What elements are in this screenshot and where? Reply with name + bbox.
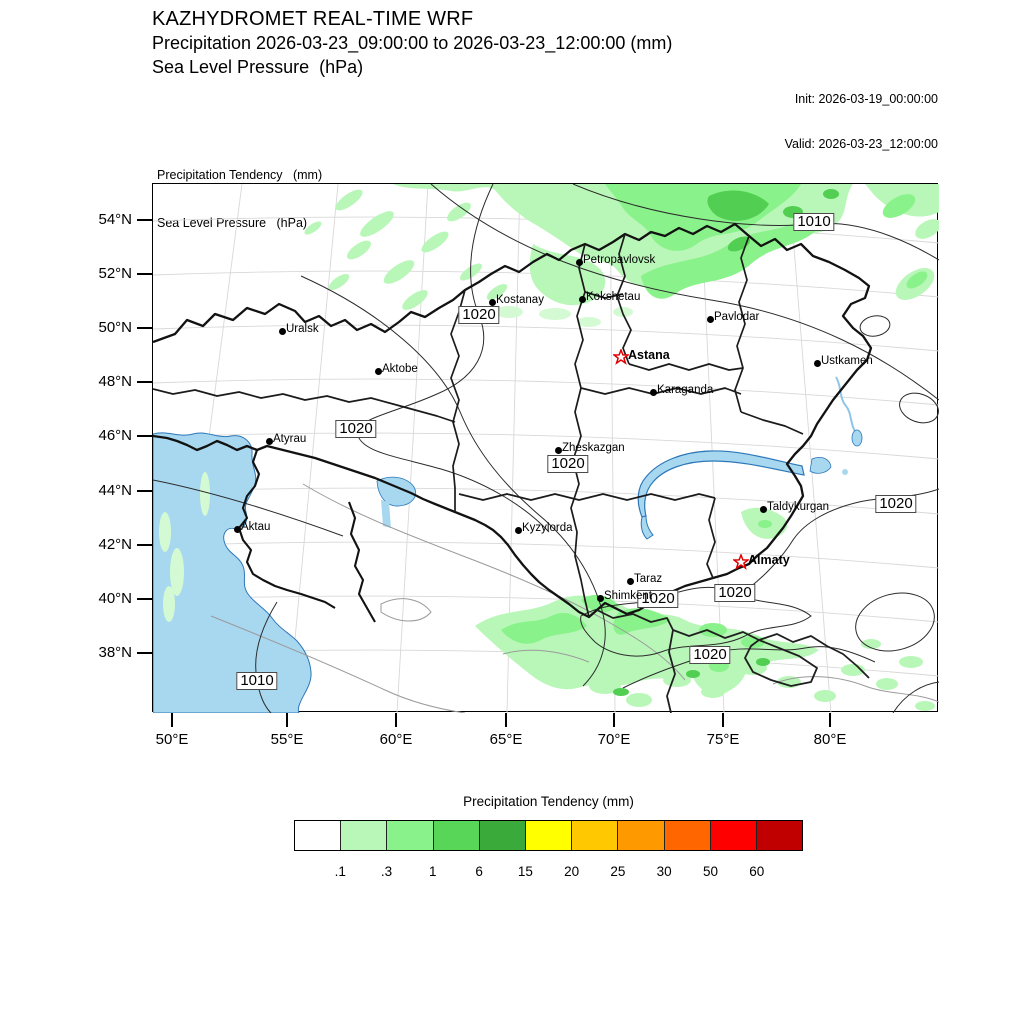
colorbar-tick-label: 60 — [749, 864, 765, 879]
y-tick-label: 46°N — [98, 427, 132, 444]
y-tick — [137, 327, 152, 329]
x-tick — [613, 713, 615, 727]
y-tick — [137, 219, 152, 221]
map-art — [153, 184, 939, 713]
city-label: Ustkamen — [821, 355, 873, 367]
balkhash-east — [810, 457, 831, 473]
city-label: Atyrau — [273, 433, 307, 445]
colorbar-tick-label: .1 — [334, 864, 346, 879]
city-dot-icon — [555, 447, 562, 454]
city-label: Aktau — [241, 521, 271, 533]
valid-time: Valid: 2026-03-23_12:00:00 — [784, 137, 938, 151]
colorbar-cell — [480, 821, 526, 850]
lake-zaysan — [852, 430, 862, 446]
page-title: KAZHYDROMET REAL-TIME WRF — [152, 8, 474, 30]
city-dot-icon — [234, 526, 241, 533]
y-tick-label: 38°N — [98, 644, 132, 661]
colorbar-tick-label: 6 — [475, 864, 483, 879]
city-label: Karaganda — [657, 384, 714, 396]
city-dot-icon — [266, 438, 273, 445]
pressure-label-1020: 1020 — [637, 590, 678, 608]
colorbar-cell — [387, 821, 433, 850]
city-label: Taldykurgan — [767, 501, 830, 513]
colorbar-title: Precipitation Tendency (mm) — [463, 794, 634, 809]
y-tick — [137, 652, 152, 654]
x-tick — [171, 713, 173, 727]
city-label: Uralsk — [286, 323, 319, 335]
small-lake — [842, 469, 848, 475]
city-dot-icon — [814, 360, 821, 367]
colorbar-cell — [711, 821, 757, 850]
x-tick-label: 65°E — [489, 731, 523, 748]
colorbar — [294, 820, 803, 851]
colorbar-tick-label: 25 — [610, 864, 626, 879]
pressure-label-1010: 1010 — [236, 672, 277, 690]
city-label: Shimkent — [604, 590, 652, 602]
y-tick-label: 44°N — [98, 482, 132, 499]
y-tick — [137, 490, 152, 492]
capital-star-icon — [613, 349, 629, 365]
city-label: Zheskazgan — [562, 442, 625, 454]
colorbar-tick-label: 50 — [702, 864, 718, 879]
subtitle-pressure: Sea Level Pressure (hPa) — [152, 57, 364, 77]
colorbar-cell — [757, 821, 802, 850]
x-tick — [722, 713, 724, 727]
colorbar-tick-label: .3 — [380, 864, 393, 879]
pressure-label-1020: 1020 — [547, 455, 588, 473]
y-tick-label: 48°N — [98, 373, 132, 390]
city-dot-icon — [515, 527, 522, 534]
city-dot-icon — [576, 259, 583, 266]
colorbar-cell — [434, 821, 480, 850]
y-tick — [137, 273, 152, 275]
city-label: Kostanay — [496, 294, 544, 306]
x-tick-label: 80°E — [813, 731, 847, 748]
colorbar-tick-label: 30 — [656, 864, 672, 879]
city-label: Kyzylorda — [522, 522, 573, 534]
y-tick-label: 50°N — [98, 319, 132, 336]
subtitle-precipitation: Precipitation 2026-03-23_09:00:00 to 2026-03-23_12:00:00 (mm) — [152, 33, 673, 53]
colorbar-cell — [618, 821, 664, 850]
city-dot-icon — [489, 299, 496, 306]
pressure-label-1020: 1020 — [689, 646, 730, 664]
y-tick — [137, 435, 152, 437]
x-tick — [829, 713, 831, 727]
city-label: Petropavlovsk — [583, 254, 656, 266]
city-dot-icon — [627, 578, 634, 585]
y-tick-label: 52°N — [98, 265, 132, 282]
x-tick-label: 70°E — [597, 731, 631, 748]
pressure-label-1020: 1020 — [335, 420, 376, 438]
uzbek-vertical-border — [349, 502, 375, 622]
pressure-label-1020: 1020 — [458, 306, 499, 324]
city-label: Aktobe — [382, 363, 418, 375]
city-label: Pavlodar — [714, 311, 760, 323]
pressure-label-1020: 1020 — [875, 495, 916, 513]
city-dot-icon — [375, 368, 382, 375]
city-label: Taraz — [634, 573, 663, 585]
y-tick-label: 42°N — [98, 536, 132, 553]
colorbar-cell — [572, 821, 618, 850]
balkhash-west-hook — [641, 516, 653, 539]
y-tick — [137, 544, 152, 546]
init-time: Init: 2026-03-19_00:00:00 — [794, 92, 938, 106]
map-panel — [152, 183, 938, 712]
city-label: Kokshetau — [586, 291, 641, 303]
pressure-label-1010: 1010 — [793, 213, 834, 231]
city-dot-icon — [279, 328, 286, 335]
y-tick — [137, 381, 152, 383]
overlay-legend-pressure: Sea Level Pressure (hPa) — [157, 216, 308, 230]
x-tick — [395, 713, 397, 727]
x-tick-label: 60°E — [379, 731, 413, 748]
colorbar-tick-label: 1 — [429, 864, 437, 879]
pressure-label-1020: 1020 — [714, 584, 755, 602]
colorbar-cell — [341, 821, 387, 850]
overlay-legend-precip: Precipitation Tendency (mm) — [157, 168, 323, 182]
colorbar-cell — [665, 821, 711, 850]
x-tick — [505, 713, 507, 727]
colorbar-tick-label: 15 — [517, 864, 533, 879]
run-times — [785, 62, 938, 182]
x-tick-label: 50°E — [155, 731, 189, 748]
colorbar-cell — [526, 821, 572, 850]
city-dot-icon — [707, 316, 714, 323]
city-dot-icon — [579, 296, 586, 303]
x-tick-label: 55°E — [270, 731, 304, 748]
city-dot-icon — [650, 389, 657, 396]
city-label: Almaty — [748, 553, 790, 567]
city-label: Astana — [628, 348, 670, 362]
y-tick-label: 40°N — [98, 590, 132, 607]
city-dot-icon — [760, 506, 767, 513]
x-tick-label: 75°E — [706, 731, 740, 748]
colorbar-tick-label: 20 — [564, 864, 580, 879]
oblast-borders — [153, 234, 803, 617]
city-dot-icon — [597, 595, 604, 602]
y-tick-label: 54°N — [98, 211, 132, 228]
capital-star-icon — [733, 554, 749, 570]
y-tick — [137, 598, 152, 600]
colorbar-cell — [295, 821, 341, 850]
x-tick — [286, 713, 288, 727]
